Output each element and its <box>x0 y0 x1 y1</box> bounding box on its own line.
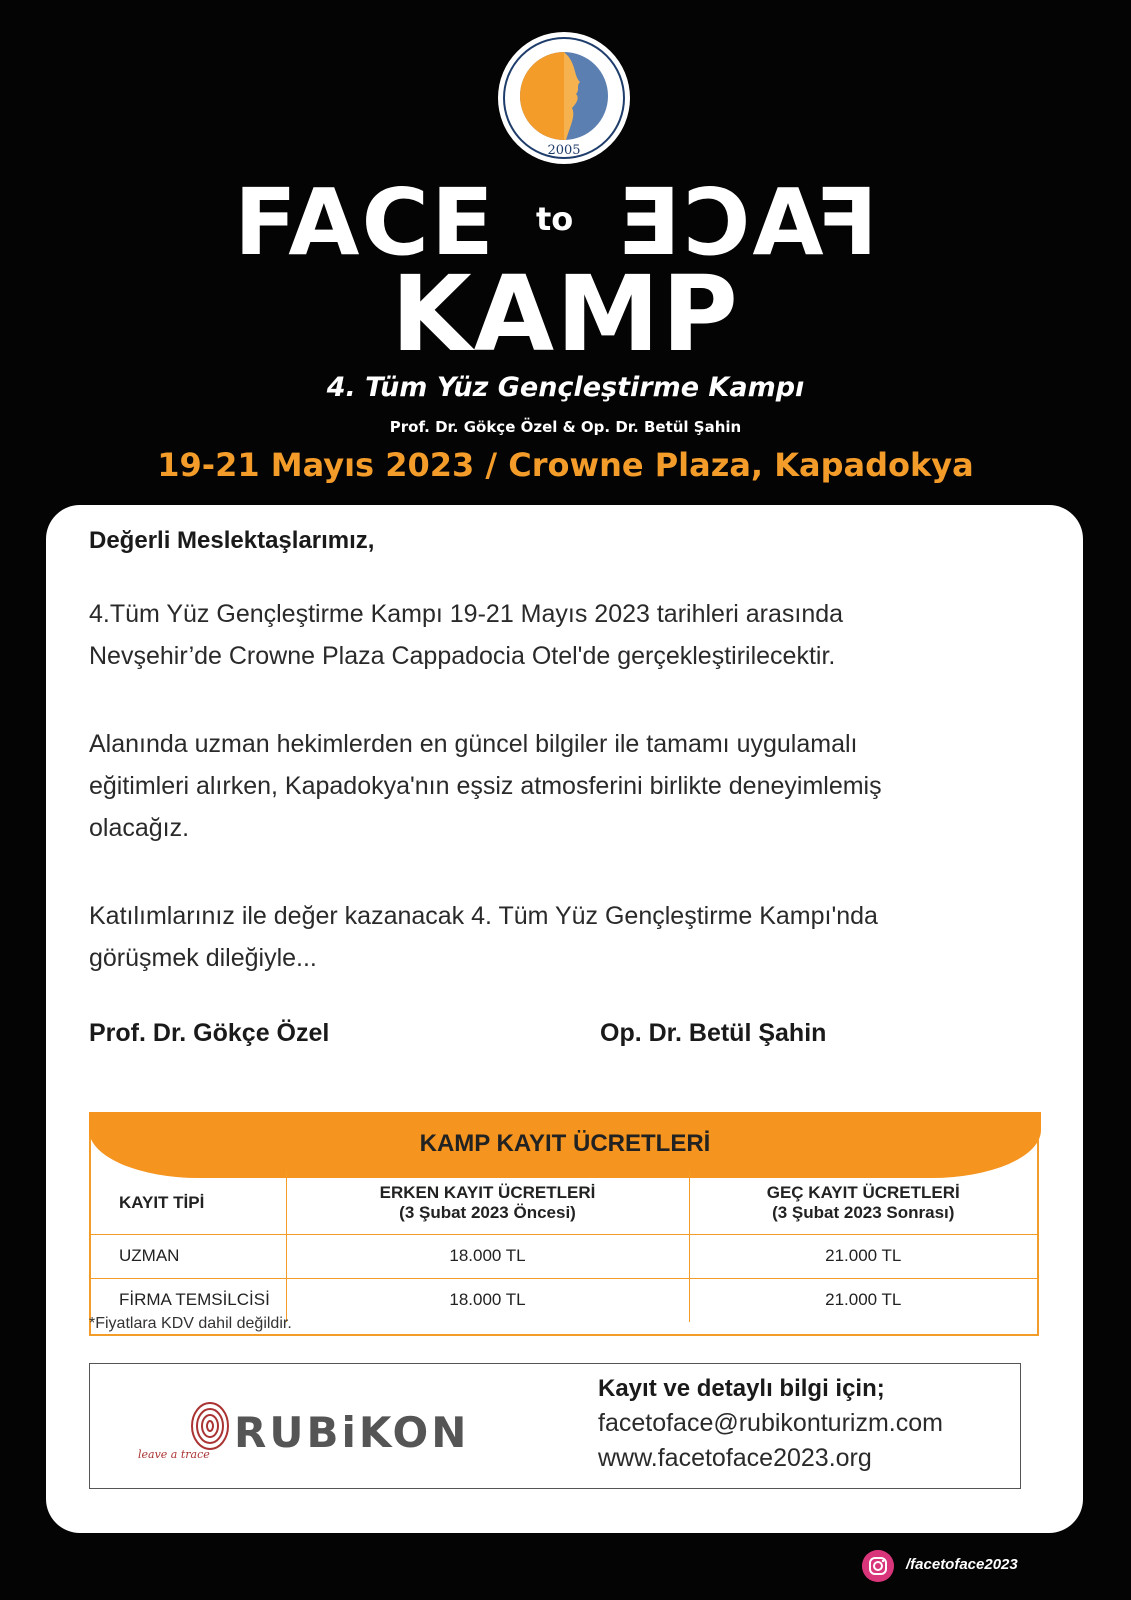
paragraph-line: Katılımlarınız ile değer kazanacak 4. Tüm Yüz Gençleştirme Kampı'nda <box>89 902 878 930</box>
fees-title: KAMP KAYIT ÜCRETLERİ <box>419 1130 711 1157</box>
registration-info-box <box>89 1363 1021 1489</box>
contact-details <box>598 1372 1018 1476</box>
title-face-right-mirrored: FACE <box>616 169 878 276</box>
letter-greeting: Değerli Meslektaşlarımız, <box>89 527 375 554</box>
table-header-row <box>91 1172 1037 1234</box>
paragraph-line: olacağız. <box>89 814 190 842</box>
contact-email-link[interactable]: facetoface@rubikonturizm.com <box>598 1409 943 1437</box>
event-authors: Prof. Dr. Gökçe Özel & Op. Dr. Betül Şahin <box>389 418 742 436</box>
row-late-fee: 21.000 TL <box>689 1234 1037 1278</box>
contact-heading: Kayıt ve detaylı bilgi için; <box>598 1375 885 1402</box>
instagram-icon[interactable] <box>862 1550 894 1582</box>
paragraph-line: 4.Tüm Yüz Gençleştirme Kampı 19-21 Mayıs 2023 tarihleri arasında <box>89 600 844 628</box>
event-subtitle: 4. Tüm Yüz Gençleştirme Kampı <box>326 372 805 403</box>
col-header-late-sub: (3 Şubat 2023 Sonrası) <box>772 1202 955 1222</box>
title-kamp: KAMP <box>391 253 740 375</box>
row-type: UZMAN <box>91 1234 286 1278</box>
signature-sahin: Op. Dr. Betül Şahin <box>600 1019 827 1047</box>
instagram-handle-link[interactable]: /facetoface2023 <box>906 1556 1018 1573</box>
fees-table <box>91 1172 1037 1322</box>
row-early-fee: 18.000 TL <box>286 1234 689 1278</box>
col-header-type: KAYIT TİPİ <box>91 1172 286 1234</box>
contact-website-link[interactable]: www.facetoface2023.org <box>598 1444 872 1472</box>
event-dates-venue: 19-21 Mayıs 2023 / Crowne Plaza, Kapadokya <box>157 446 974 484</box>
letter-paragraph-2 <box>89 723 1049 849</box>
col-header-late <box>689 1172 1037 1234</box>
signature-ozel: Prof. Dr. Gökçe Özel <box>89 1019 330 1047</box>
fees-table-box <box>89 1112 1039 1336</box>
letter-paragraph-3 <box>89 895 1049 979</box>
col-header-late-label: GEÇ KAYIT ÜCRETLERİ <box>766 1182 960 1202</box>
title-face-left: FACE <box>234 169 496 276</box>
paragraph-line: Nevşehir’de Crowne Plaza Cappadocia Otel'de gerçekleştirilecektir. <box>89 642 836 670</box>
society-seal-logo <box>496 30 632 166</box>
letter-paragraph-1 <box>89 593 1049 677</box>
paragraph-line: görüşmek dileğiyle... <box>89 944 317 972</box>
paragraph-line: Alanında uzman hekimlerden en güncel bilgiler ile tamamı uygulamalı <box>89 730 858 758</box>
rubikon-wordmark: RUBiKON <box>234 1408 470 1457</box>
paragraph-line: eğitimleri alırken, Kapadokya'nın eşsiz atmosferini birlikte deneyimlemiş <box>89 772 882 800</box>
fingerprint-icon <box>188 1400 232 1452</box>
seal-year: 2005 <box>547 143 581 158</box>
table-row <box>91 1234 1037 1278</box>
col-header-early <box>286 1172 689 1234</box>
row-late-fee: 21.000 TL <box>689 1278 1037 1322</box>
col-header-early-label: ERKEN KAYIT ÜCRETLERİ <box>379 1182 596 1202</box>
col-header-early-sub: (3 Şubat 2023 Öncesi) <box>399 1202 576 1222</box>
row-early-fee: 18.000 TL <box>286 1278 689 1322</box>
rubikon-logo <box>138 1398 470 1468</box>
rubikon-tagline: leave a trace <box>138 1448 210 1461</box>
vat-note: *Fiyatlara KDV dahil değildir. <box>89 1315 292 1332</box>
title-to: to <box>536 200 574 238</box>
fees-header-banner <box>89 1112 1041 1178</box>
row-type: FİRMA TEMSİLCİSİ <box>91 1278 286 1322</box>
letter-card <box>46 505 1083 1533</box>
